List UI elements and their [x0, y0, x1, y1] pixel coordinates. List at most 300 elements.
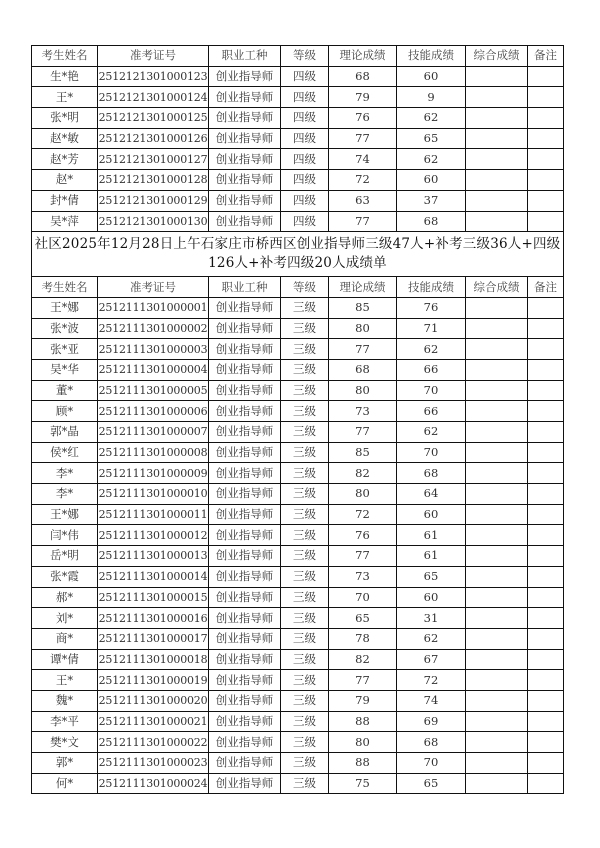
cell-overall-score — [466, 525, 528, 546]
cell-skill-score: 69 — [397, 711, 466, 732]
cell-overall-score — [466, 484, 528, 505]
cell-remark — [528, 211, 564, 232]
cell-exam-id: 2512111301000015 — [98, 587, 209, 608]
cell-remark — [528, 149, 564, 170]
table-row — [32, 711, 564, 732]
cell-skill-score: 64 — [397, 484, 466, 505]
cell-level: 三级 — [281, 566, 329, 587]
cell-skill-score: 71 — [397, 318, 466, 339]
cell-level: 三级 — [281, 670, 329, 691]
cell-level: 四级 — [281, 170, 329, 191]
column-header-theory-score: 理论成绩 — [329, 277, 397, 298]
cell-candidate-name: 李* — [32, 484, 98, 505]
cell-level: 三级 — [281, 773, 329, 794]
table-row — [32, 525, 564, 546]
cell-candidate-name: 吴*华 — [32, 359, 98, 380]
table-row — [32, 608, 564, 629]
cell-skill-score: 66 — [397, 359, 466, 380]
cell-job-type: 创业指导师 — [209, 608, 281, 629]
cell-exam-id: 2512111301000019 — [98, 670, 209, 691]
cell-job-type: 创业指导师 — [209, 566, 281, 587]
table-row — [32, 628, 564, 649]
cell-skill-score: 60 — [397, 587, 466, 608]
cell-overall-score — [466, 711, 528, 732]
cell-remark — [528, 128, 564, 149]
table-row — [32, 566, 564, 587]
cell-remark — [528, 587, 564, 608]
score-table — [31, 45, 564, 794]
column-header-overall-score: 综合成绩 — [466, 277, 528, 298]
cell-candidate-name: 张*波 — [32, 318, 98, 339]
table-row — [32, 190, 564, 211]
cell-theory-score: 72 — [329, 170, 397, 191]
cell-exam-id: 2512111301000013 — [98, 546, 209, 567]
cell-exam-id: 2512111301000011 — [98, 504, 209, 525]
cell-level: 三级 — [281, 587, 329, 608]
table-row — [32, 66, 564, 87]
cell-job-type: 创业指导师 — [209, 190, 281, 211]
cell-candidate-name: 郭*晶 — [32, 422, 98, 443]
cell-exam-id: 2512111301000014 — [98, 566, 209, 587]
cell-remark — [528, 566, 564, 587]
cell-skill-score: 62 — [397, 422, 466, 443]
cell-remark — [528, 359, 564, 380]
cell-job-type: 创业指导师 — [209, 297, 281, 318]
cell-candidate-name: 郝* — [32, 587, 98, 608]
cell-overall-score — [466, 66, 528, 87]
cell-remark — [528, 422, 564, 443]
cell-theory-score: 80 — [329, 484, 397, 505]
cell-remark — [528, 773, 564, 794]
cell-skill-score: 62 — [397, 339, 466, 360]
cell-skill-score: 76 — [397, 297, 466, 318]
cell-level: 四级 — [281, 128, 329, 149]
cell-skill-score: 62 — [397, 149, 466, 170]
cell-skill-score: 60 — [397, 66, 466, 87]
cell-level: 三级 — [281, 318, 329, 339]
cell-job-type: 创业指导师 — [209, 170, 281, 191]
cell-theory-score: 85 — [329, 297, 397, 318]
table-row — [32, 128, 564, 149]
cell-job-type: 创业指导师 — [209, 401, 281, 422]
cell-exam-id: 2512121301000126 — [98, 128, 209, 149]
cell-level: 三级 — [281, 359, 329, 380]
column-header-job-type: 职业工种 — [209, 277, 281, 298]
cell-theory-score: 70 — [329, 587, 397, 608]
cell-remark — [528, 401, 564, 422]
table-row — [32, 359, 564, 380]
cell-remark — [528, 546, 564, 567]
cell-candidate-name: 闫*伟 — [32, 525, 98, 546]
cell-candidate-name: 郭* — [32, 753, 98, 774]
cell-candidate-name: 商* — [32, 628, 98, 649]
cell-remark — [528, 66, 564, 87]
column-header-remark: 备注 — [528, 46, 564, 67]
cell-level: 三级 — [281, 628, 329, 649]
cell-job-type: 创业指导师 — [209, 149, 281, 170]
cell-job-type: 创业指导师 — [209, 87, 281, 108]
cell-job-type: 创业指导师 — [209, 649, 281, 670]
table-row — [32, 318, 564, 339]
cell-level: 四级 — [281, 66, 329, 87]
cell-exam-id: 2512121301000123 — [98, 66, 209, 87]
column-header-level: 等级 — [281, 277, 329, 298]
cell-overall-score — [466, 566, 528, 587]
cell-candidate-name: 岳*明 — [32, 546, 98, 567]
cell-level: 三级 — [281, 442, 329, 463]
cell-job-type: 创业指导师 — [209, 773, 281, 794]
cell-skill-score: 65 — [397, 128, 466, 149]
cell-candidate-name: 张*明 — [32, 108, 98, 129]
column-header-skill-score: 技能成绩 — [397, 277, 466, 298]
cell-skill-score: 65 — [397, 566, 466, 587]
table-row — [32, 442, 564, 463]
cell-skill-score: 61 — [397, 546, 466, 567]
table-row — [32, 87, 564, 108]
cell-overall-score — [466, 628, 528, 649]
cell-overall-score — [466, 463, 528, 484]
cell-exam-id: 2512121301000130 — [98, 211, 209, 232]
cell-remark — [528, 732, 564, 753]
column-header-level: 等级 — [281, 46, 329, 67]
cell-level: 四级 — [281, 190, 329, 211]
cell-overall-score — [466, 211, 528, 232]
cell-job-type: 创业指导师 — [209, 108, 281, 129]
cell-skill-score: 62 — [397, 628, 466, 649]
cell-remark — [528, 108, 564, 129]
cell-theory-score: 77 — [329, 422, 397, 443]
cell-theory-score: 74 — [329, 149, 397, 170]
cell-job-type: 创业指导师 — [209, 711, 281, 732]
cell-level: 三级 — [281, 753, 329, 774]
cell-level: 三级 — [281, 504, 329, 525]
cell-skill-score: 67 — [397, 649, 466, 670]
cell-skill-score: 68 — [397, 463, 466, 484]
cell-overall-score — [466, 128, 528, 149]
cell-theory-score: 80 — [329, 732, 397, 753]
cell-level: 三级 — [281, 380, 329, 401]
cell-theory-score: 88 — [329, 711, 397, 732]
cell-candidate-name: 王*娜 — [32, 504, 98, 525]
cell-candidate-name: 赵*敏 — [32, 128, 98, 149]
table-row — [32, 339, 564, 360]
cell-exam-id: 2512121301000127 — [98, 149, 209, 170]
cell-level: 四级 — [281, 108, 329, 129]
cell-overall-score — [466, 753, 528, 774]
cell-level: 三级 — [281, 297, 329, 318]
column-header-candidate-name: 考生姓名 — [32, 46, 98, 67]
header-row — [32, 277, 564, 298]
column-header-exam-id: 准考证号 — [98, 277, 209, 298]
cell-job-type: 创业指导师 — [209, 66, 281, 87]
cell-level: 三级 — [281, 690, 329, 711]
cell-theory-score: 65 — [329, 608, 397, 629]
cell-candidate-name: 张*霞 — [32, 566, 98, 587]
cell-overall-score — [466, 339, 528, 360]
cell-overall-score — [466, 380, 528, 401]
cell-remark — [528, 484, 564, 505]
cell-theory-score: 76 — [329, 525, 397, 546]
cell-job-type: 创业指导师 — [209, 128, 281, 149]
cell-exam-id: 2512111301000005 — [98, 380, 209, 401]
cell-skill-score: 31 — [397, 608, 466, 629]
cell-exam-id: 2512111301000022 — [98, 732, 209, 753]
cell-exam-id: 2512111301000023 — [98, 753, 209, 774]
cell-overall-score — [466, 149, 528, 170]
cell-theory-score: 73 — [329, 401, 397, 422]
section-title: 社区2025年12月28日上午石家庄市桥西区创业指导师三级47人+补考三级36人+四级126人+补考四级20人成绩单 — [32, 232, 564, 277]
cell-theory-score: 82 — [329, 649, 397, 670]
cell-job-type: 创业指导师 — [209, 339, 281, 360]
cell-job-type: 创业指导师 — [209, 546, 281, 567]
table-row — [32, 753, 564, 774]
cell-overall-score — [466, 190, 528, 211]
cell-level: 四级 — [281, 211, 329, 232]
cell-theory-score: 73 — [329, 566, 397, 587]
cell-candidate-name: 樊*文 — [32, 732, 98, 753]
cell-candidate-name: 董* — [32, 380, 98, 401]
cell-overall-score — [466, 732, 528, 753]
cell-overall-score — [466, 422, 528, 443]
cell-candidate-name: 侯*红 — [32, 442, 98, 463]
cell-level: 三级 — [281, 608, 329, 629]
cell-overall-score — [466, 359, 528, 380]
cell-level: 三级 — [281, 422, 329, 443]
table-row — [32, 401, 564, 422]
table-row — [32, 380, 564, 401]
cell-exam-id: 2512111301000003 — [98, 339, 209, 360]
cell-theory-score: 79 — [329, 690, 397, 711]
cell-overall-score — [466, 108, 528, 129]
cell-candidate-name: 顾* — [32, 401, 98, 422]
table-row — [32, 297, 564, 318]
table-row — [32, 670, 564, 691]
cell-candidate-name: 赵*芳 — [32, 149, 98, 170]
cell-job-type: 创业指导师 — [209, 753, 281, 774]
cell-candidate-name: 王* — [32, 87, 98, 108]
cell-job-type: 创业指导师 — [209, 463, 281, 484]
cell-theory-score: 82 — [329, 463, 397, 484]
cell-job-type: 创业指导师 — [209, 732, 281, 753]
cell-theory-score: 72 — [329, 504, 397, 525]
cell-skill-score: 9 — [397, 87, 466, 108]
cell-theory-score: 80 — [329, 318, 397, 339]
cell-overall-score — [466, 442, 528, 463]
cell-exam-id: 2512111301000012 — [98, 525, 209, 546]
cell-skill-score: 60 — [397, 170, 466, 191]
column-header-overall-score: 综合成绩 — [466, 46, 528, 67]
table-row — [32, 504, 564, 525]
cell-overall-score — [466, 670, 528, 691]
cell-candidate-name: 生*艳 — [32, 66, 98, 87]
cell-job-type: 创业指导师 — [209, 587, 281, 608]
cell-candidate-name: 王*娜 — [32, 297, 98, 318]
cell-theory-score: 78 — [329, 628, 397, 649]
cell-remark — [528, 525, 564, 546]
cell-exam-id: 2512111301000008 — [98, 442, 209, 463]
cell-skill-score: 65 — [397, 773, 466, 794]
header-row — [32, 46, 564, 67]
cell-candidate-name: 李*平 — [32, 711, 98, 732]
cell-skill-score: 62 — [397, 108, 466, 129]
column-header-candidate-name: 考生姓名 — [32, 277, 98, 298]
cell-theory-score: 63 — [329, 190, 397, 211]
cell-remark — [528, 753, 564, 774]
cell-overall-score — [466, 649, 528, 670]
cell-overall-score — [466, 297, 528, 318]
cell-skill-score: 37 — [397, 190, 466, 211]
cell-skill-score: 70 — [397, 753, 466, 774]
cell-overall-score — [466, 690, 528, 711]
cell-candidate-name: 李* — [32, 463, 98, 484]
cell-remark — [528, 649, 564, 670]
cell-remark — [528, 297, 564, 318]
cell-skill-score: 68 — [397, 211, 466, 232]
cell-job-type: 创业指导师 — [209, 525, 281, 546]
cell-level: 三级 — [281, 339, 329, 360]
cell-job-type: 创业指导师 — [209, 359, 281, 380]
cell-skill-score: 74 — [397, 690, 466, 711]
table-row — [32, 587, 564, 608]
cell-level: 四级 — [281, 149, 329, 170]
column-header-job-type: 职业工种 — [209, 46, 281, 67]
cell-job-type: 创业指导师 — [209, 422, 281, 443]
cell-exam-id: 2512111301000004 — [98, 359, 209, 380]
cell-remark — [528, 380, 564, 401]
table-row — [32, 732, 564, 753]
table-row — [32, 546, 564, 567]
cell-overall-score — [466, 401, 528, 422]
cell-remark — [528, 339, 564, 360]
cell-theory-score: 77 — [329, 339, 397, 360]
cell-level: 三级 — [281, 401, 329, 422]
cell-candidate-name: 封*倩 — [32, 190, 98, 211]
cell-exam-id: 2512121301000124 — [98, 87, 209, 108]
table-row — [32, 773, 564, 794]
cell-theory-score: 68 — [329, 66, 397, 87]
cell-exam-id: 2512111301000018 — [98, 649, 209, 670]
cell-theory-score: 77 — [329, 211, 397, 232]
cell-exam-id: 2512111301000017 — [98, 628, 209, 649]
cell-theory-score: 79 — [329, 87, 397, 108]
cell-candidate-name: 张*亚 — [32, 339, 98, 360]
cell-overall-score — [466, 773, 528, 794]
cell-exam-id: 2512111301000009 — [98, 463, 209, 484]
cell-exam-id: 2512111301000001 — [98, 297, 209, 318]
column-header-remark: 备注 — [528, 277, 564, 298]
cell-overall-score — [466, 504, 528, 525]
cell-remark — [528, 608, 564, 629]
cell-job-type: 创业指导师 — [209, 211, 281, 232]
cell-theory-score: 80 — [329, 380, 397, 401]
cell-theory-score: 76 — [329, 108, 397, 129]
cell-job-type: 创业指导师 — [209, 628, 281, 649]
cell-candidate-name: 吴*萍 — [32, 211, 98, 232]
cell-theory-score: 88 — [329, 753, 397, 774]
cell-remark — [528, 318, 564, 339]
table-row — [32, 149, 564, 170]
cell-exam-id: 2512111301000016 — [98, 608, 209, 629]
table-row — [32, 484, 564, 505]
cell-theory-score: 77 — [329, 128, 397, 149]
cell-remark — [528, 170, 564, 191]
cell-exam-id: 2512111301000021 — [98, 711, 209, 732]
table-row — [32, 463, 564, 484]
cell-job-type: 创业指导师 — [209, 442, 281, 463]
cell-candidate-name: 谭*倩 — [32, 649, 98, 670]
table-row — [32, 170, 564, 191]
cell-candidate-name: 王* — [32, 670, 98, 691]
cell-candidate-name: 刘* — [32, 608, 98, 629]
cell-remark — [528, 442, 564, 463]
cell-remark — [528, 190, 564, 211]
cell-remark — [528, 670, 564, 691]
cell-level: 三级 — [281, 525, 329, 546]
cell-skill-score: 70 — [397, 442, 466, 463]
table-row — [32, 108, 564, 129]
cell-exam-id: 2512111301000006 — [98, 401, 209, 422]
column-header-theory-score: 理论成绩 — [329, 46, 397, 67]
cell-exam-id: 2512111301000007 — [98, 422, 209, 443]
cell-exam-id: 2512121301000125 — [98, 108, 209, 129]
cell-job-type: 创业指导师 — [209, 690, 281, 711]
cell-remark — [528, 463, 564, 484]
cell-job-type: 创业指导师 — [209, 670, 281, 691]
cell-exam-id: 2512121301000129 — [98, 190, 209, 211]
cell-level: 四级 — [281, 87, 329, 108]
cell-remark — [528, 711, 564, 732]
cell-theory-score: 85 — [329, 442, 397, 463]
cell-theory-score: 68 — [329, 359, 397, 380]
cell-theory-score: 77 — [329, 546, 397, 567]
section-title-row — [32, 232, 564, 277]
cell-exam-id: 2512111301000002 — [98, 318, 209, 339]
cell-level: 三级 — [281, 463, 329, 484]
cell-skill-score: 60 — [397, 504, 466, 525]
cell-remark — [528, 504, 564, 525]
cell-candidate-name: 赵* — [32, 170, 98, 191]
table-row — [32, 211, 564, 232]
cell-overall-score — [466, 587, 528, 608]
cell-job-type: 创业指导师 — [209, 318, 281, 339]
table-row — [32, 422, 564, 443]
cell-overall-score — [466, 87, 528, 108]
cell-level: 三级 — [281, 484, 329, 505]
cell-overall-score — [466, 170, 528, 191]
cell-remark — [528, 690, 564, 711]
cell-skill-score: 70 — [397, 380, 466, 401]
cell-overall-score — [466, 318, 528, 339]
cell-overall-score — [466, 546, 528, 567]
cell-candidate-name: 魏* — [32, 690, 98, 711]
cell-theory-score: 75 — [329, 773, 397, 794]
cell-theory-score: 77 — [329, 670, 397, 691]
cell-exam-id: 2512121301000128 — [98, 170, 209, 191]
cell-level: 三级 — [281, 649, 329, 670]
cell-exam-id: 2512111301000020 — [98, 690, 209, 711]
cell-remark — [528, 87, 564, 108]
cell-level: 三级 — [281, 711, 329, 732]
cell-skill-score: 68 — [397, 732, 466, 753]
cell-exam-id: 2512111301000024 — [98, 773, 209, 794]
cell-exam-id: 2512111301000010 — [98, 484, 209, 505]
cell-remark — [528, 628, 564, 649]
table-row — [32, 649, 564, 670]
cell-job-type: 创业指导师 — [209, 484, 281, 505]
cell-level: 三级 — [281, 546, 329, 567]
cell-overall-score — [466, 608, 528, 629]
table-row — [32, 690, 564, 711]
